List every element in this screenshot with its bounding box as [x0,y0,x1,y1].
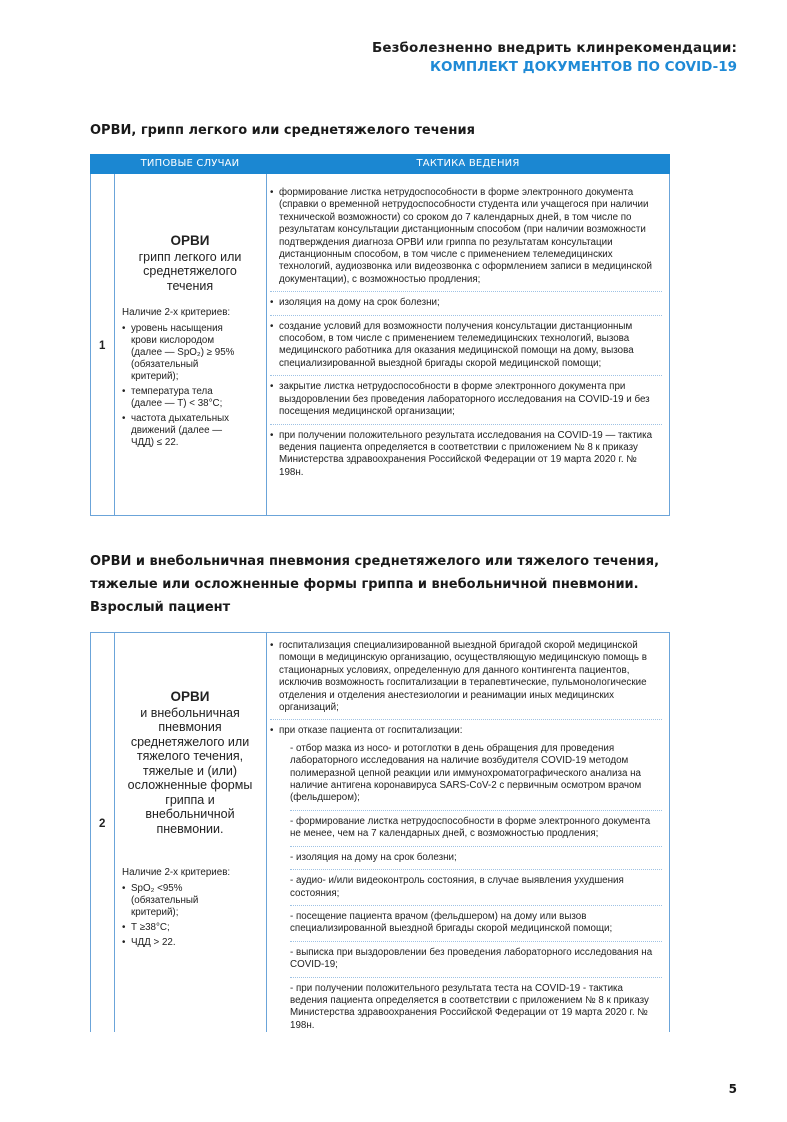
sub-item: - выписка при выздоровлении без проведения лабораторного исследования на COVID-19; [290,946,653,971]
page-number: 5 [728,1082,737,1096]
divider [290,941,662,942]
sub-item: - изоляция на дому на срок болезни; [290,851,457,863]
row-number: 2 [99,818,106,830]
sub-item: - аудио- и/или видеоконтроль состояния, в случае выявления ухудшения состояния; [290,875,624,899]
list-item: • температура тела (далее — Т) < 38°С; [122,386,244,410]
section2-title-line: ОРВИ и внебольничная пневмония среднетяжелого или тяжелого течения, [90,554,660,569]
case-title [120,234,260,293]
header-subtitle: КОМПЛЕКТ ДОКУМЕНТОВ ПО COVID-19 [429,59,737,75]
list-item: • изоляция на дому на срок болезни; [270,297,662,309]
table-border-right [669,632,670,1032]
list-item: • ЧДД > 22. [122,937,244,949]
section2-title-line: Взрослый пациент [90,600,231,615]
divider [270,291,662,292]
col-header-tactics: ТАКТИКА ВЕДЕНИЯ [416,158,520,169]
table-border-left [90,632,91,1032]
table-divider-num [114,174,115,516]
table-divider-col [266,174,267,516]
table-divider-num [114,632,115,1032]
table-1 [90,154,670,516]
list-item: • закрытие листка нетрудоспособности в форме электронного документа при выздоровлении без проведения лабораторного исследования на COVID-19 и без посещения медицинской организации; [270,381,662,418]
sub-item: - посещение пациента врачом (фельдшером) на дому или вызов специализированной выездной бригады скорой медицинской помощи; [290,910,613,935]
list-item: • при отказе пациента от госпитализации: [270,725,662,737]
section2-title-line: тяжелые или осложненные формы гриппа и внебольничной пневмонии. [90,577,639,592]
divider [290,869,662,870]
sub-item: - отбор мазка из носо- и ротоглотки в день обращения для проведения лабораторного исследования на наличие возбудителя COVID-19 методом полимеразной цепной реакции или иммунохроматографического анализа на наличие антигена коронавируса SARS-CoV-2 с первичным осмотром врачом (фельдшером); [290,742,642,804]
divider [270,424,662,425]
header-title: Безболезненно внедрить клинрекомендации: [371,40,737,56]
table-border-right [669,174,670,516]
case-title [120,690,260,836]
case-title-rest: грипп легкого или среднетяжелого течения [138,249,242,293]
list-item: • при получении положительного результата исследования на COVID-19 — тактика ведения пациента определяется в соответствии с приложением № 8 к приказу Министерства здравоохранения Российской Федерации от 19 марта 2020 г. № 198н. [270,430,662,480]
criteria-block [122,307,244,452]
table-border-top [90,632,670,633]
sub-item: - формирование листка нетрудоспособности в форме электронного документа не менее, чем на 7 календарных дней, с возможностью продления; [290,815,651,840]
list-item: • уровень насыщения крови кислородом (далее — SpO₂) ≥ 95% (обязательный критерий); [122,323,244,383]
list-item: • формирование листка нетрудоспособности в форме электронного документа (справки о временной нетрудоспособности студента или учащегося при наличии технической возможности) со сроком до 7 календарных дней, в том числе по результатам консультации дистанционным способом (при наличии возможности подтверждения диагноза ОРВИ или гриппа по результатам консультации дистанционным способом, в том числе с применением телемедицинских технологий, аудиозвонка или видеозвонка с оформлением записи в медицинской документации), с возможностью продления; [270,187,662,286]
divider [290,810,662,811]
case-title-rest: и внебольничная пневмония среднетяжелого или тяжелого течения, тяжелые и (или) осложненные формы гриппа и внебольничной пневмонии. [127,705,253,836]
running-header [372,40,737,75]
row-number: 1 [99,340,106,352]
case-title-main: ОРВИ [170,233,210,248]
divider [270,719,662,720]
list-item: • госпитализация специализированной выездной бригадой скорой медицинской помощи в медицинскую организацию, осуществляющую медицинскую помощь в стационарных условиях, определенную для данного контингента пациентов, исключив возможность госпитализации в терапевтические, пульмонологические отделения и отделения анестезиологии и реанимации иных медицинских организаций; [270,640,662,714]
divider [290,977,662,978]
col-header-cases: ТИПОВЫЕ СЛУЧАИ [140,158,240,169]
list-item: • Т ≥38°С; [122,922,244,934]
divider [270,375,662,376]
divider [290,905,662,906]
sub-item: - при получении положительного результата теста на COVID-19 - тактика ведения пациента определяется в соответствии с приложением № 8 к приказу Министерства здравоохранения Российской Федерации от 19 марта 2020 г. № 198н. [290,982,649,1031]
table-divider-col [266,632,267,1032]
criteria-block [122,867,244,952]
list-item: • создание условий для возможности получения консультации дистанционным способом, в том числе с применением телемедицинских технологий, вызова медицинского работника для оказания медицинской помощи на дому, вызова специализированной выездной бригады скорой медицинской помощи; [270,321,662,371]
divider [270,315,662,316]
divider [290,846,662,847]
section2-title [90,550,659,619]
tactics-block [270,640,662,1037]
tactics-block [270,187,662,484]
table-border-bottom [90,515,670,516]
section1-title: ОРВИ, грипп легкого или среднетяжелого течения [90,123,475,138]
table-border-left [90,174,91,516]
criteria-label: Наличие 2-х критериев: [122,307,231,318]
list-item: • SpO₂ <95% (обязательный критерий); [122,883,244,919]
list-item: • частота дыхательных движений (далее — ЧДД) ≤ 22. [122,413,244,449]
criteria-label: Наличие 2-х критериев: [122,867,231,878]
table-2 [90,632,670,1032]
case-title-main: ОРВИ [170,689,210,704]
